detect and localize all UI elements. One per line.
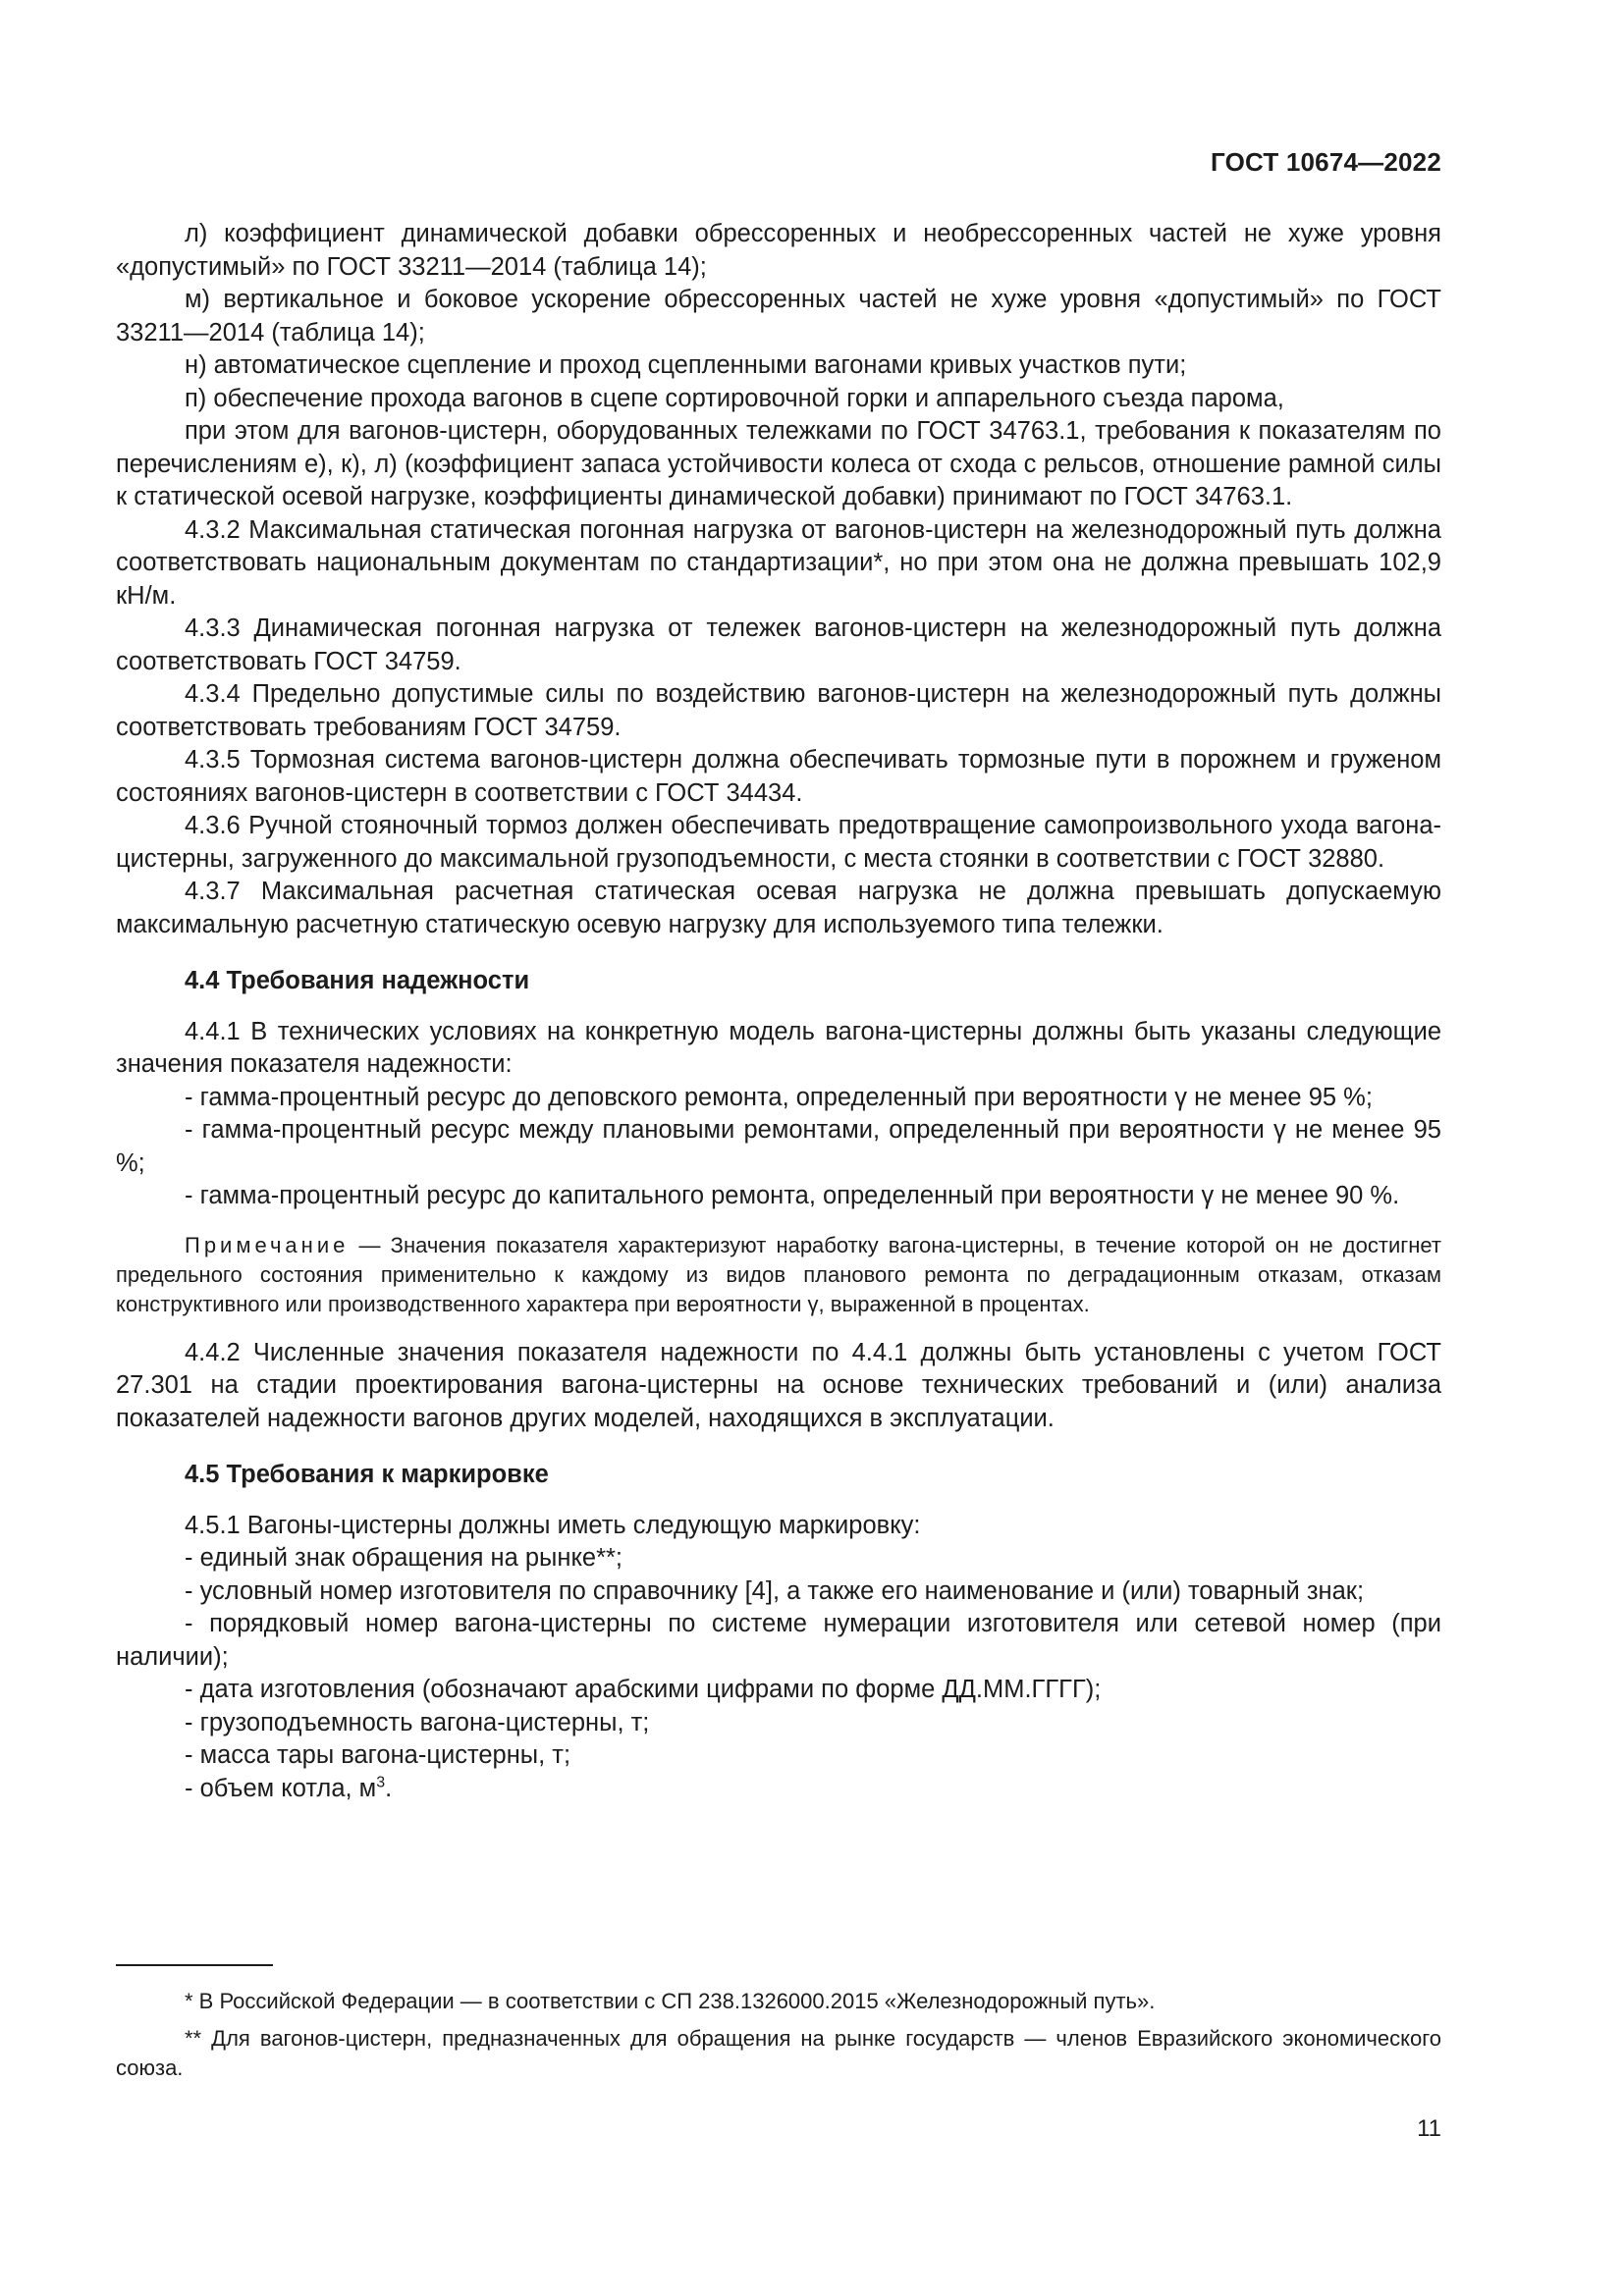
paragraph-4-5-1: 4.5.1 Вагоны-цистерны должны иметь следующую маркировку: bbox=[185, 1511, 921, 1539]
list-item: - условный номер изготовителя по справочнику [4], а также его наименование и (или) товарный знак; bbox=[185, 1576, 1365, 1605]
paragraph-4-3-7: 4.3.7 Максимальная расчетная статическая осевая нагрузка не должна превышать допускаемую максимальную расчетную статическую осевую нагрузку для используемого типа тележки. bbox=[116, 878, 1441, 938]
note-label: Примечание bbox=[185, 1232, 350, 1257]
section-heading-4-4: 4.4 Требования надежности bbox=[185, 967, 530, 994]
footnote: * В Российской Федерации — в соответствии с СП 238.1326000.2015 «Железнодорожный путь». bbox=[185, 1989, 1156, 2013]
paragraph-4-3-4: 4.3.4 Предельно допустимые силы по воздействию вагонов-цистерн на железнодорожный путь должны соответствовать требованиям ГОСТ 34759. bbox=[116, 680, 1441, 741]
list-item-text: - объем котла, м bbox=[185, 1774, 377, 1802]
document-body bbox=[116, 218, 1441, 1805]
list-item-end: . bbox=[385, 1774, 393, 1802]
footnote: ** Для вагонов-цистерн, предназначенных для обращения на рынке государств — членов Евразийского экономического союза. bbox=[116, 2026, 1441, 2080]
list-item: - гамма-процентный ресурс между плановыми ремонтами, определенный при вероятности γ не менее 95 %; bbox=[116, 1116, 1441, 1177]
document-header: ГОСТ 10674—2022 bbox=[1211, 147, 1441, 177]
paragraph: н) автоматическое сцепление и проход сцепленными вагонами кривых участков пути; bbox=[185, 351, 1187, 379]
list-item: - масса тары вагона-цистерны, т; bbox=[185, 1741, 571, 1769]
list-item: - порядковый номер вагона-цистерны по системе нумерации изготовителя или сетевой номер (при наличии); bbox=[116, 1610, 1441, 1671]
paragraph-4-4-2: 4.4.2 Численные значения показателя надежности по 4.4.1 должны быть установлены с учетом ГОСТ 27.301 на стадии проектирования вагона-цистерны на основе технических требований и (или) анализа показателей надежности вагонов других моделей, находящихся в эксплуатации. bbox=[116, 1338, 1441, 1432]
paragraph-4-3-3: 4.3.3 Динамическая погонная нагрузка от тележек вагонов-цистерн на железнодорожный путь должна соответствовать ГОСТ 34759. bbox=[116, 614, 1441, 675]
list-item: - гамма-процентный ресурс до деповского ремонта, определенный при вероятности γ не менее 95 %; bbox=[185, 1083, 1373, 1111]
paragraph-4-3-2: 4.3.2 Максимальная статическая погонная нагрузка от вагонов-цистерн на железнодорожный путь должна соответствовать национальным документам по стандартизации*, но при этом она не должна превышать 102,9 кН/м. bbox=[116, 515, 1441, 610]
superscript: 3 bbox=[376, 1774, 386, 1790]
paragraph: п) обеспечение прохода вагонов в сцепе сортировочной горки и аппарельного съезда парома, bbox=[185, 384, 1284, 412]
paragraph-4-4-1: 4.4.1 В технических условиях на конкретную модель вагона-цистерны должны быть указаны следующие значения показателя надежности: bbox=[116, 1017, 1441, 1078]
page-number: 11 bbox=[1417, 2115, 1441, 2142]
paragraph: при этом для вагонов-цистерн, оборудованных тележками по ГОСТ 34763.1, требования к показателям по перечислениям е), к), л) (коэффициент запаса устойчивости колеса от схода с рельсов, отношение рамной силы к статической осевой нагрузке, коэффициенты динамической добавки) принимают по ГОСТ 34763.1. bbox=[116, 417, 1441, 510]
list-item: - гамма-процентный ресурс до капитального ремонта, определенный при вероятности γ не менее 90 %. bbox=[185, 1182, 1400, 1209]
paragraph-4-3-5: 4.3.5 Тормозная система вагонов-цистерн должна обеспечивать тормозные пути в порожнем и груженом состояниях вагонов-цистерн в соответствии с ГОСТ 34434. bbox=[116, 746, 1441, 807]
note bbox=[116, 1231, 1441, 1319]
note-text: — Значения показателя характеризуют наработку вагона-цистерны, в течение которой он не достигнет предельного состояния применительно к каждому из видов планового ремонта по деградационным отказам, отказам конструктивного или производственного характера при вероятности γ, выраженной в процентах. bbox=[116, 1232, 1441, 1316]
document-page bbox=[116, 0, 1441, 2296]
list-item: - дата изготовления (обозначают арабскими цифрами по форме ДД.ММ.ГГГГ); bbox=[185, 1676, 1102, 1703]
footnote-separator bbox=[116, 1964, 273, 1966]
paragraph: м) вертикальное и боковое ускорение обрессоренных частей не хуже уровня «допустимый» по ГОСТ 33211—2014 (таблица 14); bbox=[116, 286, 1441, 347]
paragraph: л) коэффициент динамической добавки обрессоренных и необрессоренных частей не хуже уровня «допустимый» по ГОСТ 33211—2014 (таблица 14); bbox=[116, 220, 1441, 281]
list-item bbox=[116, 1773, 1441, 1806]
list-item: - грузоподъемность вагона-цистерны, т; bbox=[185, 1708, 650, 1736]
paragraph-4-3-6: 4.3.6 Ручной стояночный тормоз должен обеспечивать предотвращение самопроизвольного ухода вагона-цистерны, загруженного до максимальной грузоподъемности, с места стоянки в соответствии с ГОСТ 32880. bbox=[116, 812, 1441, 873]
footnotes bbox=[116, 1987, 1441, 2091]
section-heading-4-5: 4.5 Требования к маркировке bbox=[185, 1461, 549, 1488]
list-item: - единый знак обращения на рынке**; bbox=[185, 1544, 623, 1572]
